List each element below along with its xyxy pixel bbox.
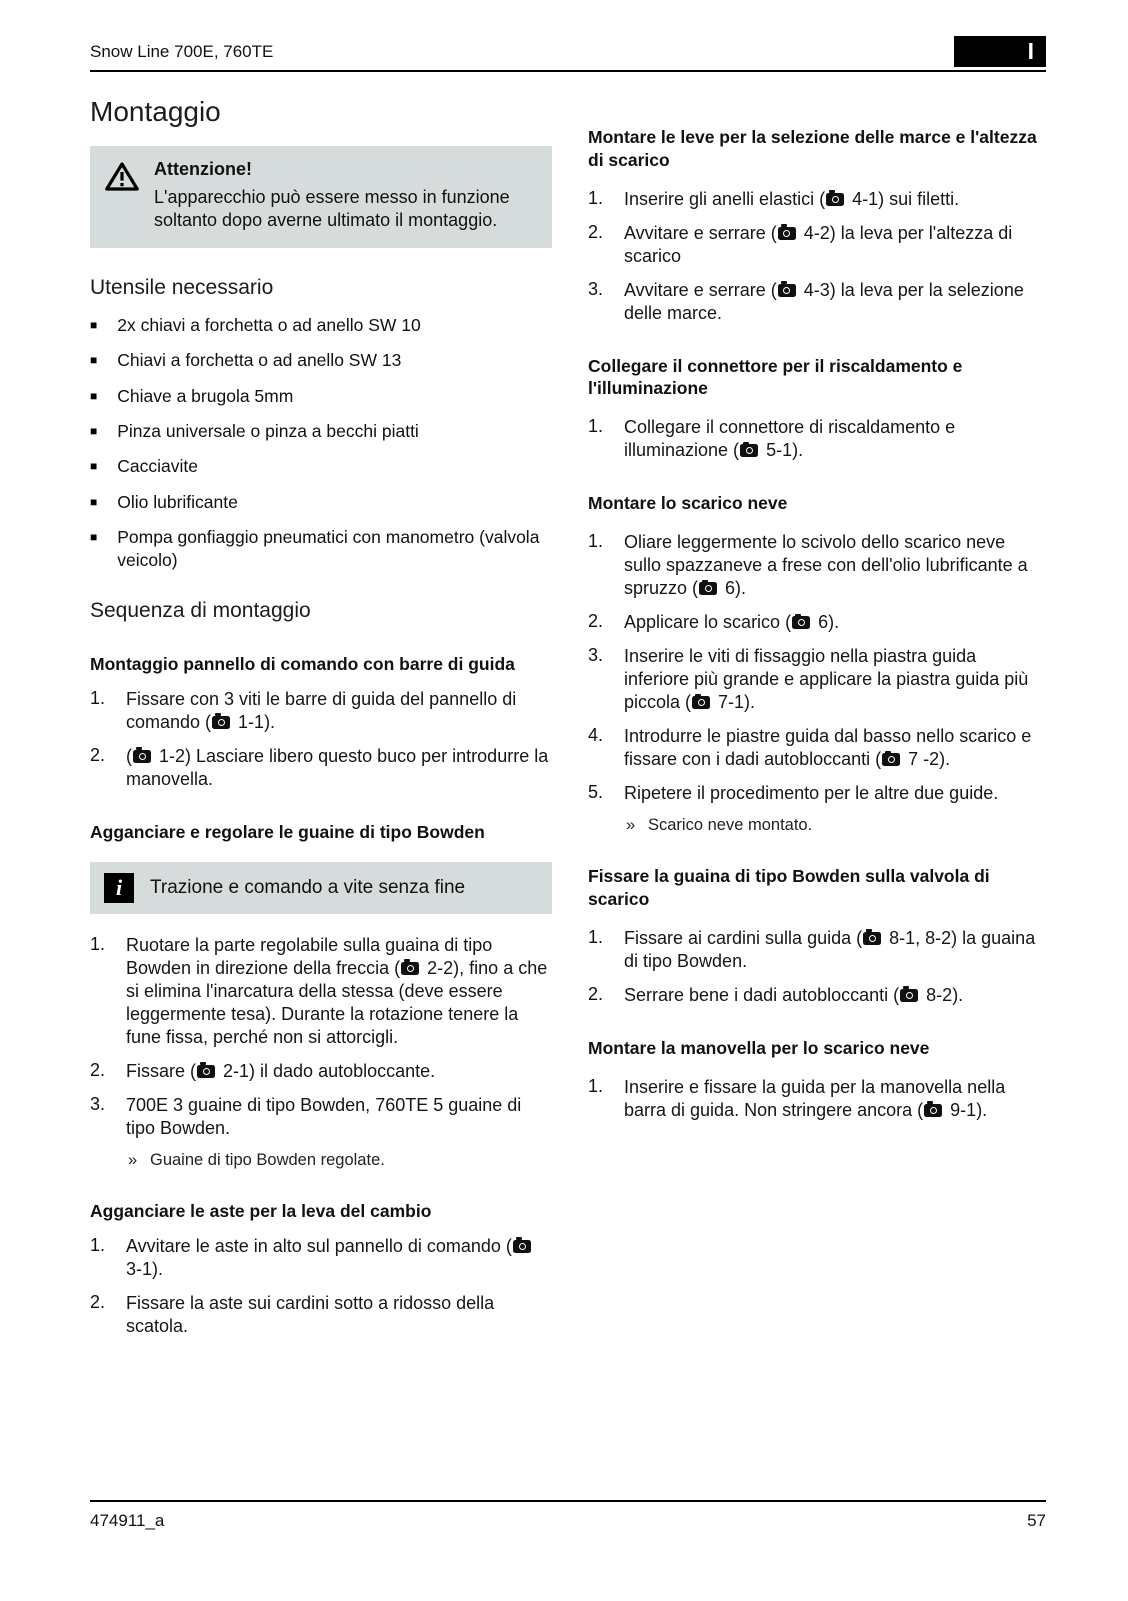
list-item-text: 2x chiavi a forchetta o ad anello SW 10: [117, 314, 421, 335]
numbered-step: [90, 1060, 552, 1083]
result-arrow-icon: »: [128, 1150, 138, 1169]
step-number: 1.: [588, 926, 604, 947]
numbered-step: [588, 222, 1046, 268]
step-text: Fissare la aste sui cardini sotto a ridosso della scatola.: [126, 1292, 495, 1336]
list-item: [90, 385, 552, 407]
page-footer: [90, 1500, 1046, 1531]
camera-icon: [740, 444, 758, 457]
page-title: Montaggio: [90, 96, 221, 127]
document-header: [90, 38, 1046, 72]
section-heading: Montare le leve per la selezione delle marce e l'altezza di scarico: [588, 127, 1037, 170]
bullet-icon: ■: [90, 530, 98, 545]
step-text: Avvitare e serrare ( 4-2) la leva per l'altezza di scarico: [624, 222, 1013, 266]
bullet-icon: ■: [90, 388, 98, 403]
step-number: 2.: [90, 1291, 106, 1312]
warning-triangle-icon: [104, 159, 140, 233]
step-text: Inserire e fissare la guida per la manovella nella barra di guida. Non stringere ancora ( 9-1).: [624, 1076, 1006, 1120]
step-text: Serrare bene i dadi autobloccanti ( 8-2).: [624, 984, 964, 1005]
list-item: [90, 349, 552, 371]
step-text: Applicare lo scarico ( 6).: [624, 612, 840, 633]
list-item: [90, 314, 552, 336]
warning-content: [154, 159, 534, 233]
step-number: 3.: [90, 1093, 106, 1114]
step-text: Introdurre le piastre guida dal basso nello scarico e fissare con i dadi autobloccanti ( 7 -2).: [624, 726, 1032, 770]
tools-list: [90, 314, 552, 571]
camera-icon: [924, 1104, 942, 1117]
numbered-step: [588, 1076, 1046, 1122]
section-heading: Agganciare le aste per la leva del cambio: [90, 1200, 432, 1221]
bullet-icon: ■: [90, 317, 98, 332]
step-number: 2.: [588, 983, 604, 1004]
camera-icon: [863, 932, 881, 945]
step-number: 3.: [588, 278, 604, 299]
camera-icon: [778, 284, 796, 297]
result-text: Guaine di tipo Bowden regolate.: [150, 1150, 385, 1169]
step-number: 2.: [588, 221, 604, 242]
step-text: ( 1-2) Lasciare libero questo buco per introdurre la manovella.: [126, 745, 549, 789]
step-number: 5.: [588, 782, 604, 803]
result-line: [626, 816, 1046, 835]
step-text: Ruotare la parte regolabile sulla guaina di tipo Bowden in direzione della freccia ( 2-2), fino a che si elimina l'inarcatura della stessa (deve essere leggermente tesa). Durante la rotazione tenere la fune fissa, perché non si attorcigli.: [126, 934, 548, 1047]
tools-heading: Utensile necessario: [90, 275, 274, 299]
camera-icon: [826, 193, 844, 206]
numbered-step: [588, 279, 1046, 325]
doc-number: 474911_a: [90, 1511, 165, 1530]
camera-icon: [133, 750, 151, 763]
result-arrow-icon: »: [626, 816, 636, 835]
section-heading: Agganciare e regolare le guaine di tipo Bowden: [90, 821, 485, 842]
step-number: 2.: [588, 611, 604, 632]
step-number: 3.: [588, 645, 604, 666]
step-text: Ripetere il procedimento per le altre due guide.: [624, 783, 999, 804]
step-number: 1.: [588, 416, 604, 437]
camera-icon: [212, 716, 230, 729]
camera-icon: [513, 1240, 531, 1253]
step-number: 2.: [90, 1059, 106, 1080]
sequence-heading: Sequenza di montaggio: [90, 598, 311, 622]
camera-icon: [900, 989, 918, 1002]
camera-icon: [792, 616, 810, 629]
numbered-step: [588, 531, 1046, 600]
numbered-step: [90, 745, 552, 791]
list-item: [90, 420, 552, 442]
camera-icon: [778, 227, 796, 240]
info-box: [90, 862, 552, 914]
numbered-step: [90, 934, 552, 1049]
list-item-text: Chiave a brugola 5mm: [117, 385, 294, 406]
numbered-step: [588, 645, 1046, 714]
numbered-step: [588, 782, 1046, 805]
numbered-step: [588, 416, 1046, 462]
page-number: 57: [1027, 1511, 1046, 1530]
numbered-step: [588, 188, 1046, 211]
bullet-icon: ■: [90, 353, 98, 368]
list-item: [90, 526, 552, 571]
left-column: [90, 96, 552, 1349]
section-heading: Fissare la guaina di tipo Bowden sulla valvola di scarico: [588, 866, 990, 910]
list-item-text: Chiavi a forchetta o ad anello SW 13: [117, 350, 402, 371]
warning-title: Attenzione!: [154, 159, 252, 179]
result-line: [128, 1151, 552, 1170]
step-text: Inserire le viti di fissaggio nella piastra guida inferiore più grande e applicare la piastra guida più piccola ( 7-1).: [624, 646, 1029, 713]
step-text: Collegare il connettore di riscaldamento e illuminazione ( 5-1).: [624, 417, 956, 461]
camera-icon: [882, 753, 900, 766]
camera-icon: [197, 1065, 215, 1078]
step-number: 4.: [588, 725, 604, 746]
list-item-text: Pompa gonfiaggio pneumatici con manometro (valvola veicolo): [117, 527, 540, 570]
list-item-text: Olio lubrificante: [117, 491, 238, 512]
step-text: Avvitare e serrare ( 4-3) la leva per la selezione delle marce.: [624, 279, 1024, 323]
numbered-step: [90, 1292, 552, 1338]
step-text: Fissare con 3 viti le barre di guida del pannello di comando ( 1-1).: [126, 688, 517, 732]
step-text: 700E 3 guaine di tipo Bowden, 760TE 5 guaine di tipo Bowden.: [126, 1094, 522, 1138]
camera-icon: [699, 582, 717, 595]
section-heading: Montaggio pannello di comando con barre di guida: [90, 653, 515, 674]
step-text: Oliare leggermente lo scivolo dello scarico neve sullo spazzaneve a frese con dell'olio lubrificante a spruzzo ( 6).: [624, 531, 1028, 599]
camera-icon: [692, 696, 710, 709]
bullet-icon: ■: [90, 494, 98, 509]
list-item-text: Pinza universale o pinza a becchi piatti: [117, 420, 419, 441]
numbered-step: [588, 927, 1046, 973]
step-number: 1.: [90, 933, 106, 954]
step-text: Fissare ( 2-1) il dado autobloccante.: [126, 1060, 436, 1081]
result-text: Scarico neve montato.: [648, 816, 813, 835]
section-heading: Collegare il connettore per il riscaldamento e l'illuminazione: [588, 355, 963, 399]
right-column: [588, 96, 1046, 1349]
language-tab: [954, 36, 1046, 67]
step-number: 1.: [90, 1234, 106, 1255]
step-text: Avvitare le aste in alto sul pannello di comando ( 3-1).: [126, 1235, 552, 1281]
warning-box: [90, 146, 552, 248]
step-number: 1.: [588, 187, 604, 208]
numbered-step: [90, 1235, 552, 1281]
section-heading: Montare lo scarico neve: [588, 493, 788, 514]
numbered-step: [588, 725, 1046, 771]
numbered-step: [588, 611, 1046, 634]
info-text: Trazione e comando a vite senza fine: [150, 876, 466, 898]
step-number: 1.: [90, 687, 106, 708]
list-item: [90, 491, 552, 513]
doc-title: Snow Line 700E, 760TE: [90, 42, 274, 61]
step-number: 1.: [588, 530, 604, 551]
bullet-icon: ■: [90, 459, 98, 474]
list-item: [90, 455, 552, 477]
bullet-icon: ■: [90, 423, 98, 438]
step-text: Inserire gli anelli elastici ( 4-1) sui filetti.: [624, 188, 960, 209]
numbered-step: [90, 1094, 552, 1140]
section-heading: Montare la manovella per lo scarico neve: [588, 1037, 930, 1058]
numbered-step: [90, 688, 552, 734]
list-item-text: Cacciavite: [117, 456, 198, 477]
info-icon: i: [104, 873, 134, 903]
two-column-layout: [90, 96, 1046, 1349]
warning-text: L'apparecchio può essere messo in funzione soltanto dopo averne ultimato il montaggio.: [154, 187, 510, 231]
manual-page: [90, 38, 1046, 1349]
language-tab-label: I: [1027, 38, 1034, 64]
step-number: 2.: [90, 744, 106, 765]
step-number: 1.: [588, 1075, 604, 1096]
step-text: Fissare ai cardini sulla guida ( 8-1, 8-2) la guaina di tipo Bowden.: [624, 927, 1036, 971]
camera-icon: [401, 962, 419, 975]
numbered-step: [588, 984, 1046, 1007]
